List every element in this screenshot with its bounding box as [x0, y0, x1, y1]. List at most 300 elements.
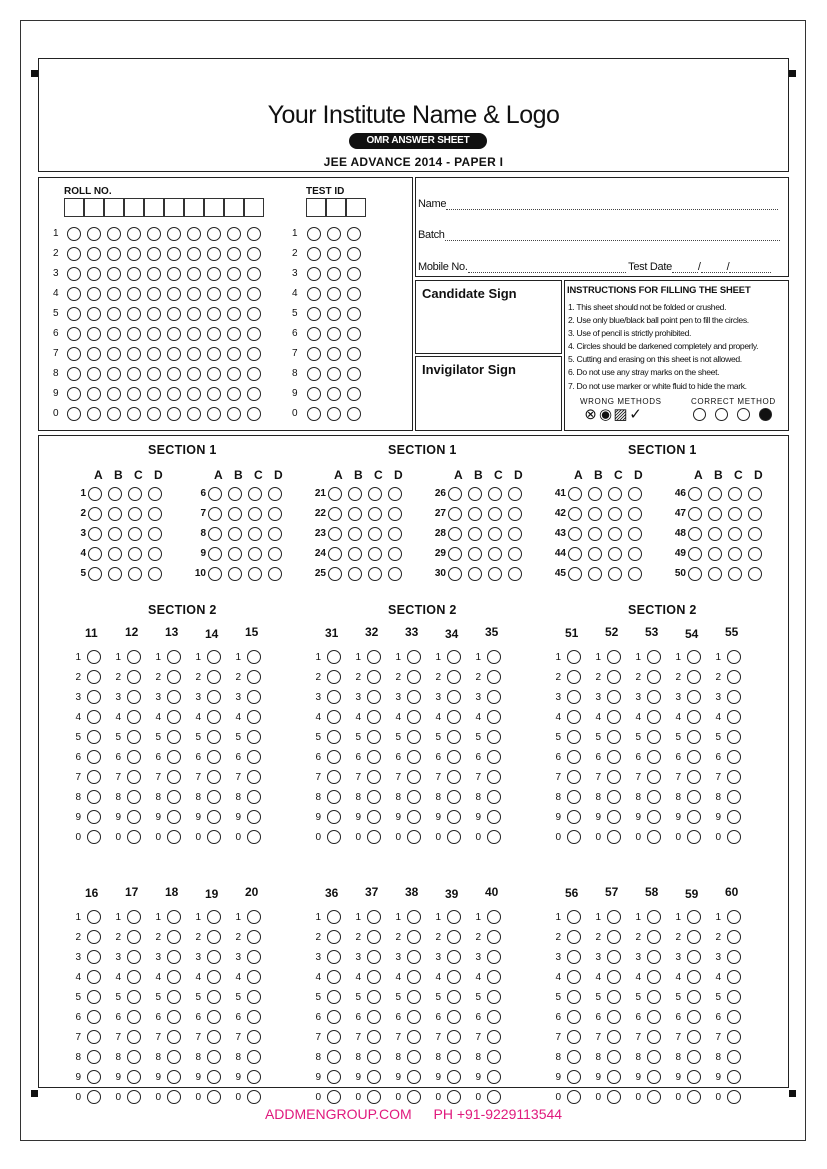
answer-bubble[interactable] — [348, 487, 362, 501]
integer-bubble[interactable] — [607, 790, 621, 804]
integer-bubble[interactable] — [727, 1090, 741, 1104]
integer-bubble[interactable] — [367, 810, 381, 824]
integer-bubble[interactable] — [687, 810, 701, 824]
integer-bubble[interactable] — [607, 1050, 621, 1064]
answer-bubble[interactable] — [328, 547, 342, 561]
integer-bubble[interactable] — [167, 690, 181, 704]
integer-bubble[interactable] — [247, 770, 261, 784]
integer-bubble[interactable] — [487, 970, 501, 984]
integer-bubble[interactable] — [727, 1030, 741, 1044]
roll-bubble[interactable] — [227, 347, 241, 361]
test-id-bubble[interactable] — [307, 347, 321, 361]
integer-bubble[interactable] — [127, 990, 141, 1004]
test-id-bubble[interactable] — [347, 327, 361, 341]
integer-bubble[interactable] — [407, 690, 421, 704]
integer-bubble[interactable] — [127, 950, 141, 964]
answer-bubble[interactable] — [508, 547, 522, 561]
roll-bubble[interactable] — [247, 227, 261, 241]
integer-bubble[interactable] — [607, 690, 621, 704]
answer-bubble[interactable] — [468, 507, 482, 521]
roll-bubble[interactable] — [167, 367, 181, 381]
roll-bubble[interactable] — [227, 367, 241, 381]
answer-bubble[interactable] — [728, 487, 742, 501]
integer-bubble[interactable] — [407, 770, 421, 784]
answer-bubble[interactable] — [708, 487, 722, 501]
integer-bubble[interactable] — [647, 1010, 661, 1024]
answer-bubble[interactable] — [508, 527, 522, 541]
integer-bubble[interactable] — [687, 1050, 701, 1064]
roll-bubble[interactable] — [87, 267, 101, 281]
roll-bubble[interactable] — [207, 307, 221, 321]
test-id-bubble[interactable] — [307, 247, 321, 261]
roll-digit-cell[interactable] — [104, 198, 124, 217]
integer-bubble[interactable] — [207, 1050, 221, 1064]
integer-bubble[interactable] — [647, 1090, 661, 1104]
integer-bubble[interactable] — [407, 1070, 421, 1084]
integer-bubble[interactable] — [487, 830, 501, 844]
answer-bubble[interactable] — [508, 487, 522, 501]
integer-bubble[interactable] — [127, 730, 141, 744]
integer-bubble[interactable] — [87, 790, 101, 804]
integer-bubble[interactable] — [247, 1090, 261, 1104]
candidate-sign-box[interactable] — [415, 280, 562, 354]
integer-bubble[interactable] — [447, 1010, 461, 1024]
integer-bubble[interactable] — [567, 930, 581, 944]
roll-bubble[interactable] — [127, 267, 141, 281]
roll-bubble[interactable] — [107, 307, 121, 321]
test-id-bubble[interactable] — [347, 247, 361, 261]
integer-bubble[interactable] — [207, 990, 221, 1004]
answer-bubble[interactable] — [448, 567, 462, 581]
integer-bubble[interactable] — [567, 790, 581, 804]
answer-bubble[interactable] — [688, 527, 702, 541]
answer-bubble[interactable] — [588, 487, 602, 501]
integer-bubble[interactable] — [487, 770, 501, 784]
answer-bubble[interactable] — [228, 527, 242, 541]
integer-bubble[interactable] — [447, 810, 461, 824]
answer-bubble[interactable] — [208, 567, 222, 581]
integer-bubble[interactable] — [487, 690, 501, 704]
answer-bubble[interactable] — [508, 507, 522, 521]
answer-bubble[interactable] — [448, 507, 462, 521]
integer-bubble[interactable] — [167, 810, 181, 824]
answer-bubble[interactable] — [348, 527, 362, 541]
roll-digit-cell[interactable] — [144, 198, 164, 217]
footer-website[interactable]: ADDMENGROUP.COM — [264, 1106, 412, 1122]
integer-bubble[interactable] — [447, 990, 461, 1004]
answer-bubble[interactable] — [128, 547, 142, 561]
roll-bubble[interactable] — [247, 287, 261, 301]
roll-digit-cell[interactable] — [84, 198, 104, 217]
answer-bubble[interactable] — [588, 507, 602, 521]
answer-bubble[interactable] — [328, 487, 342, 501]
integer-bubble[interactable] — [367, 690, 381, 704]
answer-bubble[interactable] — [688, 507, 702, 521]
roll-bubble[interactable] — [67, 307, 81, 321]
integer-bubble[interactable] — [487, 810, 501, 824]
answer-bubble[interactable] — [388, 527, 402, 541]
integer-bubble[interactable] — [447, 770, 461, 784]
answer-bubble[interactable] — [208, 507, 222, 521]
roll-bubble[interactable] — [187, 407, 201, 421]
integer-bubble[interactable] — [447, 670, 461, 684]
answer-bubble[interactable] — [268, 507, 282, 521]
roll-bubble[interactable] — [207, 327, 221, 341]
answer-bubble[interactable] — [448, 487, 462, 501]
test-id-bubble[interactable] — [347, 387, 361, 401]
integer-bubble[interactable] — [247, 910, 261, 924]
integer-bubble[interactable] — [687, 790, 701, 804]
integer-bubble[interactable] — [447, 930, 461, 944]
integer-bubble[interactable] — [367, 710, 381, 724]
roll-bubble[interactable] — [87, 227, 101, 241]
test-id-bubble[interactable] — [327, 347, 341, 361]
integer-bubble[interactable] — [647, 770, 661, 784]
test-id-bubble[interactable] — [307, 227, 321, 241]
integer-bubble[interactable] — [727, 710, 741, 724]
integer-bubble[interactable] — [447, 910, 461, 924]
integer-bubble[interactable] — [607, 950, 621, 964]
integer-bubble[interactable] — [367, 930, 381, 944]
integer-bubble[interactable] — [687, 930, 701, 944]
roll-bubble[interactable] — [87, 407, 101, 421]
answer-bubble[interactable] — [128, 527, 142, 541]
roll-bubble[interactable] — [207, 347, 221, 361]
integer-bubble[interactable] — [167, 670, 181, 684]
integer-bubble[interactable] — [367, 1070, 381, 1084]
answer-bubble[interactable] — [328, 567, 342, 581]
integer-bubble[interactable] — [367, 950, 381, 964]
integer-bubble[interactable] — [207, 830, 221, 844]
roll-bubble[interactable] — [167, 347, 181, 361]
integer-bubble[interactable] — [487, 990, 501, 1004]
integer-bubble[interactable] — [87, 650, 101, 664]
roll-bubble[interactable] — [187, 327, 201, 341]
answer-bubble[interactable] — [748, 567, 762, 581]
integer-bubble[interactable] — [727, 690, 741, 704]
integer-bubble[interactable] — [687, 830, 701, 844]
integer-bubble[interactable] — [687, 990, 701, 1004]
integer-bubble[interactable] — [567, 990, 581, 1004]
integer-bubble[interactable] — [207, 750, 221, 764]
answer-bubble[interactable] — [348, 507, 362, 521]
roll-bubble[interactable] — [107, 327, 121, 341]
roll-bubble[interactable] — [147, 307, 161, 321]
test-id-bubble[interactable] — [347, 307, 361, 321]
integer-bubble[interactable] — [447, 730, 461, 744]
roll-bubble[interactable] — [87, 387, 101, 401]
integer-bubble[interactable] — [327, 970, 341, 984]
integer-bubble[interactable] — [647, 830, 661, 844]
integer-bubble[interactable] — [447, 710, 461, 724]
integer-bubble[interactable] — [87, 950, 101, 964]
integer-bubble[interactable] — [407, 1090, 421, 1104]
integer-bubble[interactable] — [607, 650, 621, 664]
roll-bubble[interactable] — [87, 327, 101, 341]
answer-bubble[interactable] — [368, 507, 382, 521]
integer-bubble[interactable] — [207, 650, 221, 664]
roll-bubble[interactable] — [147, 407, 161, 421]
integer-bubble[interactable] — [607, 910, 621, 924]
integer-bubble[interactable] — [167, 650, 181, 664]
roll-bubble[interactable] — [67, 267, 81, 281]
integer-bubble[interactable] — [647, 1050, 661, 1064]
roll-bubble[interactable] — [247, 307, 261, 321]
answer-bubble[interactable] — [268, 567, 282, 581]
roll-bubble[interactable] — [107, 287, 121, 301]
answer-bubble[interactable] — [588, 547, 602, 561]
integer-bubble[interactable] — [407, 1050, 421, 1064]
integer-bubble[interactable] — [567, 650, 581, 664]
roll-bubble[interactable] — [247, 387, 261, 401]
integer-bubble[interactable] — [607, 730, 621, 744]
roll-bubble[interactable] — [127, 407, 141, 421]
roll-bubble[interactable] — [187, 307, 201, 321]
integer-bubble[interactable] — [567, 1050, 581, 1064]
answer-bubble[interactable] — [368, 487, 382, 501]
roll-bubble[interactable] — [207, 367, 221, 381]
integer-bubble[interactable] — [687, 1070, 701, 1084]
roll-bubble[interactable] — [167, 247, 181, 261]
answer-bubble[interactable] — [208, 547, 222, 561]
integer-bubble[interactable] — [207, 790, 221, 804]
integer-bubble[interactable] — [647, 910, 661, 924]
integer-bubble[interactable] — [367, 730, 381, 744]
integer-bubble[interactable] — [207, 730, 221, 744]
integer-bubble[interactable] — [207, 1070, 221, 1084]
test-id-bubble[interactable] — [327, 287, 341, 301]
answer-bubble[interactable] — [368, 567, 382, 581]
answer-bubble[interactable] — [88, 487, 102, 501]
roll-bubble[interactable] — [107, 387, 121, 401]
roll-bubble[interactable] — [227, 407, 241, 421]
answer-bubble[interactable] — [608, 567, 622, 581]
integer-bubble[interactable] — [87, 990, 101, 1004]
answer-bubble[interactable] — [268, 527, 282, 541]
integer-bubble[interactable] — [127, 790, 141, 804]
integer-bubble[interactable] — [487, 670, 501, 684]
integer-bubble[interactable] — [207, 950, 221, 964]
integer-bubble[interactable] — [487, 750, 501, 764]
integer-bubble[interactable] — [567, 950, 581, 964]
answer-bubble[interactable] — [448, 527, 462, 541]
roll-bubble[interactable] — [207, 227, 221, 241]
roll-digit-cell[interactable] — [184, 198, 204, 217]
integer-bubble[interactable] — [327, 990, 341, 1004]
integer-bubble[interactable] — [407, 670, 421, 684]
answer-bubble[interactable] — [228, 487, 242, 501]
answer-bubble[interactable] — [748, 487, 762, 501]
roll-digit-cell[interactable] — [164, 198, 184, 217]
roll-bubble[interactable] — [107, 407, 121, 421]
integer-bubble[interactable] — [407, 830, 421, 844]
integer-bubble[interactable] — [167, 730, 181, 744]
answer-bubble[interactable] — [108, 547, 122, 561]
integer-bubble[interactable] — [567, 770, 581, 784]
integer-bubble[interactable] — [487, 1050, 501, 1064]
roll-bubble[interactable] — [167, 287, 181, 301]
answer-bubble[interactable] — [208, 487, 222, 501]
integer-bubble[interactable] — [87, 750, 101, 764]
answer-bubble[interactable] — [568, 567, 582, 581]
integer-bubble[interactable] — [487, 710, 501, 724]
integer-bubble[interactable] — [407, 790, 421, 804]
integer-bubble[interactable] — [367, 1090, 381, 1104]
integer-bubble[interactable] — [87, 930, 101, 944]
integer-bubble[interactable] — [567, 970, 581, 984]
integer-bubble[interactable] — [447, 950, 461, 964]
integer-bubble[interactable] — [207, 690, 221, 704]
integer-bubble[interactable] — [247, 950, 261, 964]
integer-bubble[interactable] — [127, 1090, 141, 1104]
answer-bubble[interactable] — [268, 547, 282, 561]
test-id-bubble[interactable] — [307, 327, 321, 341]
integer-bubble[interactable] — [647, 950, 661, 964]
integer-bubble[interactable] — [327, 670, 341, 684]
integer-bubble[interactable] — [127, 970, 141, 984]
roll-bubble[interactable] — [187, 367, 201, 381]
roll-bubble[interactable] — [87, 347, 101, 361]
roll-bubble[interactable] — [147, 267, 161, 281]
integer-bubble[interactable] — [687, 670, 701, 684]
integer-bubble[interactable] — [607, 810, 621, 824]
test-id-bubble[interactable] — [307, 307, 321, 321]
integer-bubble[interactable] — [407, 930, 421, 944]
integer-bubble[interactable] — [167, 990, 181, 1004]
integer-bubble[interactable] — [407, 1030, 421, 1044]
integer-bubble[interactable] — [607, 990, 621, 1004]
answer-bubble[interactable] — [348, 547, 362, 561]
roll-bubble[interactable] — [67, 407, 81, 421]
integer-bubble[interactable] — [127, 690, 141, 704]
integer-bubble[interactable] — [447, 830, 461, 844]
name-field[interactable] — [418, 198, 778, 210]
answer-bubble[interactable] — [128, 487, 142, 501]
answer-bubble[interactable] — [388, 487, 402, 501]
integer-bubble[interactable] — [647, 790, 661, 804]
integer-bubble[interactable] — [167, 710, 181, 724]
integer-bubble[interactable] — [647, 670, 661, 684]
integer-bubble[interactable] — [127, 770, 141, 784]
roll-bubble[interactable] — [227, 227, 241, 241]
integer-bubble[interactable] — [87, 710, 101, 724]
integer-bubble[interactable] — [647, 710, 661, 724]
test-id-bubble[interactable] — [307, 367, 321, 381]
integer-bubble[interactable] — [327, 930, 341, 944]
integer-bubble[interactable] — [367, 1030, 381, 1044]
integer-bubble[interactable] — [327, 790, 341, 804]
roll-bubble[interactable] — [87, 247, 101, 261]
answer-bubble[interactable] — [748, 527, 762, 541]
integer-bubble[interactable] — [487, 930, 501, 944]
integer-bubble[interactable] — [567, 690, 581, 704]
integer-bubble[interactable] — [127, 1030, 141, 1044]
integer-bubble[interactable] — [247, 730, 261, 744]
integer-bubble[interactable] — [87, 1030, 101, 1044]
integer-bubble[interactable] — [87, 770, 101, 784]
integer-bubble[interactable] — [567, 670, 581, 684]
integer-bubble[interactable] — [647, 930, 661, 944]
roll-bubble[interactable] — [67, 287, 81, 301]
integer-bubble[interactable] — [167, 770, 181, 784]
integer-bubble[interactable] — [367, 830, 381, 844]
roll-bubble[interactable] — [187, 287, 201, 301]
test-id-bubble[interactable] — [327, 407, 341, 421]
answer-bubble[interactable] — [488, 527, 502, 541]
roll-bubble[interactable] — [107, 227, 121, 241]
test-id-bubble[interactable] — [347, 267, 361, 281]
integer-bubble[interactable] — [87, 910, 101, 924]
answer-bubble[interactable] — [328, 527, 342, 541]
answer-bubble[interactable] — [248, 487, 262, 501]
integer-bubble[interactable] — [407, 650, 421, 664]
integer-bubble[interactable] — [87, 690, 101, 704]
integer-bubble[interactable] — [247, 750, 261, 764]
integer-bubble[interactable] — [207, 910, 221, 924]
answer-bubble[interactable] — [388, 547, 402, 561]
integer-bubble[interactable] — [327, 770, 341, 784]
answer-bubble[interactable] — [228, 507, 242, 521]
integer-bubble[interactable] — [127, 710, 141, 724]
answer-bubble[interactable] — [608, 507, 622, 521]
integer-bubble[interactable] — [167, 790, 181, 804]
roll-bubble[interactable] — [167, 387, 181, 401]
roll-bubble[interactable] — [87, 287, 101, 301]
integer-bubble[interactable] — [327, 1030, 341, 1044]
integer-bubble[interactable] — [647, 810, 661, 824]
answer-bubble[interactable] — [708, 527, 722, 541]
answer-bubble[interactable] — [468, 487, 482, 501]
answer-bubble[interactable] — [388, 567, 402, 581]
integer-bubble[interactable] — [727, 1050, 741, 1064]
integer-bubble[interactable] — [727, 830, 741, 844]
answer-bubble[interactable] — [688, 567, 702, 581]
integer-bubble[interactable] — [87, 1050, 101, 1064]
integer-bubble[interactable] — [487, 1070, 501, 1084]
integer-bubble[interactable] — [247, 1070, 261, 1084]
integer-bubble[interactable] — [167, 830, 181, 844]
answer-bubble[interactable] — [228, 547, 242, 561]
roll-bubble[interactable] — [247, 247, 261, 261]
integer-bubble[interactable] — [447, 1090, 461, 1104]
answer-bubble[interactable] — [628, 527, 642, 541]
integer-bubble[interactable] — [127, 830, 141, 844]
integer-bubble[interactable] — [727, 1010, 741, 1024]
integer-bubble[interactable] — [447, 970, 461, 984]
roll-bubble[interactable] — [67, 347, 81, 361]
integer-bubble[interactable] — [207, 1090, 221, 1104]
test-id-bubble[interactable] — [347, 227, 361, 241]
integer-bubble[interactable] — [127, 1010, 141, 1024]
roll-bubble[interactable] — [227, 307, 241, 321]
integer-bubble[interactable] — [167, 750, 181, 764]
integer-bubble[interactable] — [367, 650, 381, 664]
roll-bubble[interactable] — [207, 287, 221, 301]
roll-bubble[interactable] — [107, 367, 121, 381]
answer-bubble[interactable] — [208, 527, 222, 541]
roll-bubble[interactable] — [227, 247, 241, 261]
integer-bubble[interactable] — [647, 690, 661, 704]
integer-bubble[interactable] — [87, 810, 101, 824]
integer-bubble[interactable] — [407, 750, 421, 764]
integer-bubble[interactable] — [327, 690, 341, 704]
test-id-digit-cell[interactable] — [306, 198, 326, 217]
answer-bubble[interactable] — [728, 567, 742, 581]
integer-bubble[interactable] — [127, 930, 141, 944]
answer-bubble[interactable] — [128, 567, 142, 581]
integer-bubble[interactable] — [247, 710, 261, 724]
roll-bubble[interactable] — [67, 367, 81, 381]
